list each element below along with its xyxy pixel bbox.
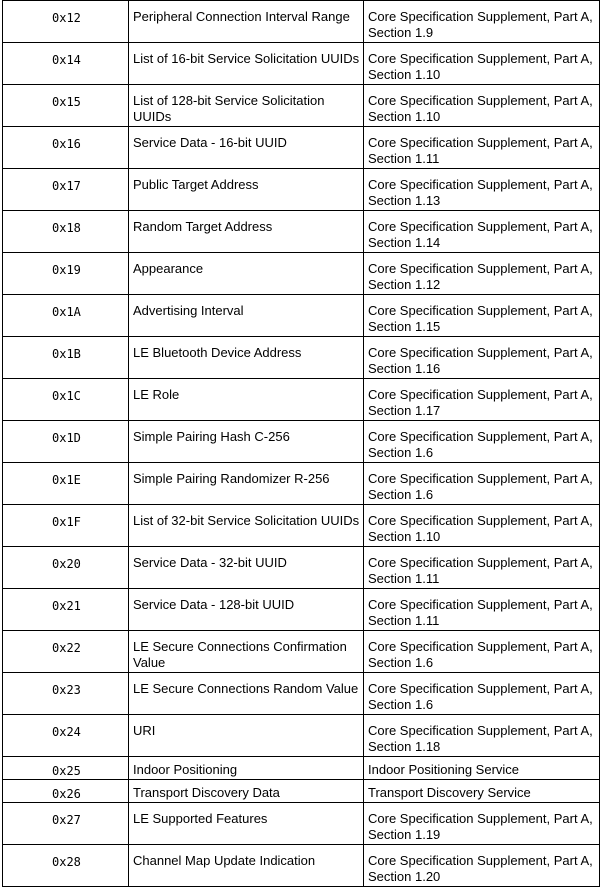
data-type-value: 0x18 xyxy=(3,211,129,253)
data-type-value: 0x1D xyxy=(3,421,129,463)
data-type-value: 0x16 xyxy=(3,127,129,169)
table-body xyxy=(3,1,600,887)
data-type-name: List of 128-bit Service Solicitation UUIDs xyxy=(129,85,364,127)
data-type-value: 0x1C xyxy=(3,379,129,421)
table-row xyxy=(3,169,600,211)
data-type-value: 0x20 xyxy=(3,547,129,589)
data-type-name: Public Target Address xyxy=(129,169,364,211)
reference-for-definition: Core Specification Supplement, Part A, Section 1.17 xyxy=(364,379,600,421)
data-type-value: 0x15 xyxy=(3,85,129,127)
reference-for-definition: Core Specification Supplement, Part A, Section 1.6 xyxy=(364,631,600,673)
reference-for-definition: Core Specification Supplement, Part A, Section 1.15 xyxy=(364,295,600,337)
data-type-name: List of 16-bit Service Solicitation UUIDs xyxy=(129,43,364,85)
reference-for-definition: Transport Discovery Service xyxy=(364,780,600,803)
data-type-value: 0x21 xyxy=(3,589,129,631)
data-type-value: 0x19 xyxy=(3,253,129,295)
data-type-name: Channel Map Update Indication xyxy=(129,845,364,887)
reference-for-definition: Core Specification Supplement, Part A, Section 1.20 xyxy=(364,845,600,887)
table-row xyxy=(3,631,600,673)
reference-for-definition: Core Specification Supplement, Part A, Section 1.10 xyxy=(364,43,600,85)
reference-for-definition: Core Specification Supplement, Part A, Section 1.11 xyxy=(364,127,600,169)
reference-for-definition: Core Specification Supplement, Part A, Section 1.10 xyxy=(364,505,600,547)
reference-for-definition: Core Specification Supplement, Part A, Section 1.10 xyxy=(364,85,600,127)
data-type-value: 0x12 xyxy=(3,1,129,43)
table-row xyxy=(3,85,600,127)
data-type-value: 0x1F xyxy=(3,505,129,547)
reference-for-definition: Core Specification Supplement, Part A, Section 1.18 xyxy=(364,715,600,757)
reference-for-definition: Core Specification Supplement, Part A, Section 1.14 xyxy=(364,211,600,253)
reference-for-definition: Core Specification Supplement, Part A, Section 1.9 xyxy=(364,1,600,43)
data-type-value: 0x1A xyxy=(3,295,129,337)
data-type-name: Indoor Positioning xyxy=(129,757,364,780)
table-row xyxy=(3,463,600,505)
data-type-name: Simple Pairing Hash C-256 xyxy=(129,421,364,463)
data-type-value: 0x23 xyxy=(3,673,129,715)
data-type-value: 0x24 xyxy=(3,715,129,757)
table-row xyxy=(3,547,600,589)
data-type-name: LE Secure Connections Confirmation Value xyxy=(129,631,364,673)
table-row xyxy=(3,253,600,295)
table-row xyxy=(3,757,600,780)
table-row xyxy=(3,715,600,757)
reference-for-definition: Core Specification Supplement, Part A, Section 1.6 xyxy=(364,421,600,463)
data-type-name: LE Role xyxy=(129,379,364,421)
data-type-value: 0x26 xyxy=(3,780,129,803)
table-row xyxy=(3,211,600,253)
data-type-name: LE Supported Features xyxy=(129,803,364,845)
reference-for-definition: Core Specification Supplement, Part A, Section 1.16 xyxy=(364,337,600,379)
data-type-name: Peripheral Connection Interval Range xyxy=(129,1,364,43)
data-type-name: Service Data - 16-bit UUID xyxy=(129,127,364,169)
data-type-name: Service Data - 32-bit UUID xyxy=(129,547,364,589)
reference-for-definition: Core Specification Supplement, Part A, Section 1.11 xyxy=(364,589,600,631)
data-type-value: 0x27 xyxy=(3,803,129,845)
data-type-name: Advertising Interval xyxy=(129,295,364,337)
table-row xyxy=(3,673,600,715)
reference-for-definition: Core Specification Supplement, Part A, Section 1.6 xyxy=(364,673,600,715)
table-row xyxy=(3,337,600,379)
data-type-name: URI xyxy=(129,715,364,757)
table-row xyxy=(3,845,600,887)
table-row xyxy=(3,379,600,421)
reference-for-definition: Indoor Positioning Service xyxy=(364,757,600,780)
table-row xyxy=(3,1,600,43)
reference-for-definition: Core Specification Supplement, Part A, Section 1.6 xyxy=(364,463,600,505)
reference-for-definition: Core Specification Supplement, Part A, Section 1.12 xyxy=(364,253,600,295)
table-row xyxy=(3,43,600,85)
table-row xyxy=(3,780,600,803)
reference-for-definition: Core Specification Supplement, Part A, Section 1.19 xyxy=(364,803,600,845)
data-type-name: List of 32-bit Service Solicitation UUIDs xyxy=(129,505,364,547)
data-type-name: Random Target Address xyxy=(129,211,364,253)
data-type-value: 0x22 xyxy=(3,631,129,673)
reference-for-definition: Core Specification Supplement, Part A, Section 1.13 xyxy=(364,169,600,211)
data-type-name: LE Bluetooth Device Address xyxy=(129,337,364,379)
data-type-name: Appearance xyxy=(129,253,364,295)
table-row xyxy=(3,127,600,169)
table-row xyxy=(3,505,600,547)
data-type-value: 0x28 xyxy=(3,845,129,887)
reference-for-definition: Core Specification Supplement, Part A, Section 1.11 xyxy=(364,547,600,589)
data-type-name: Simple Pairing Randomizer R-256 xyxy=(129,463,364,505)
data-type-name: Service Data - 128-bit UUID xyxy=(129,589,364,631)
data-type-value: 0x1B xyxy=(3,337,129,379)
data-type-name: Transport Discovery Data xyxy=(129,780,364,803)
table-row xyxy=(3,421,600,463)
data-type-name: LE Secure Connections Random Value xyxy=(129,673,364,715)
data-type-value: 0x17 xyxy=(3,169,129,211)
ad-type-table xyxy=(2,0,600,887)
data-type-value: 0x1E xyxy=(3,463,129,505)
data-type-value: 0x14 xyxy=(3,43,129,85)
table-row xyxy=(3,589,600,631)
table-row xyxy=(3,295,600,337)
data-type-value: 0x25 xyxy=(3,757,129,780)
table-row xyxy=(3,803,600,845)
